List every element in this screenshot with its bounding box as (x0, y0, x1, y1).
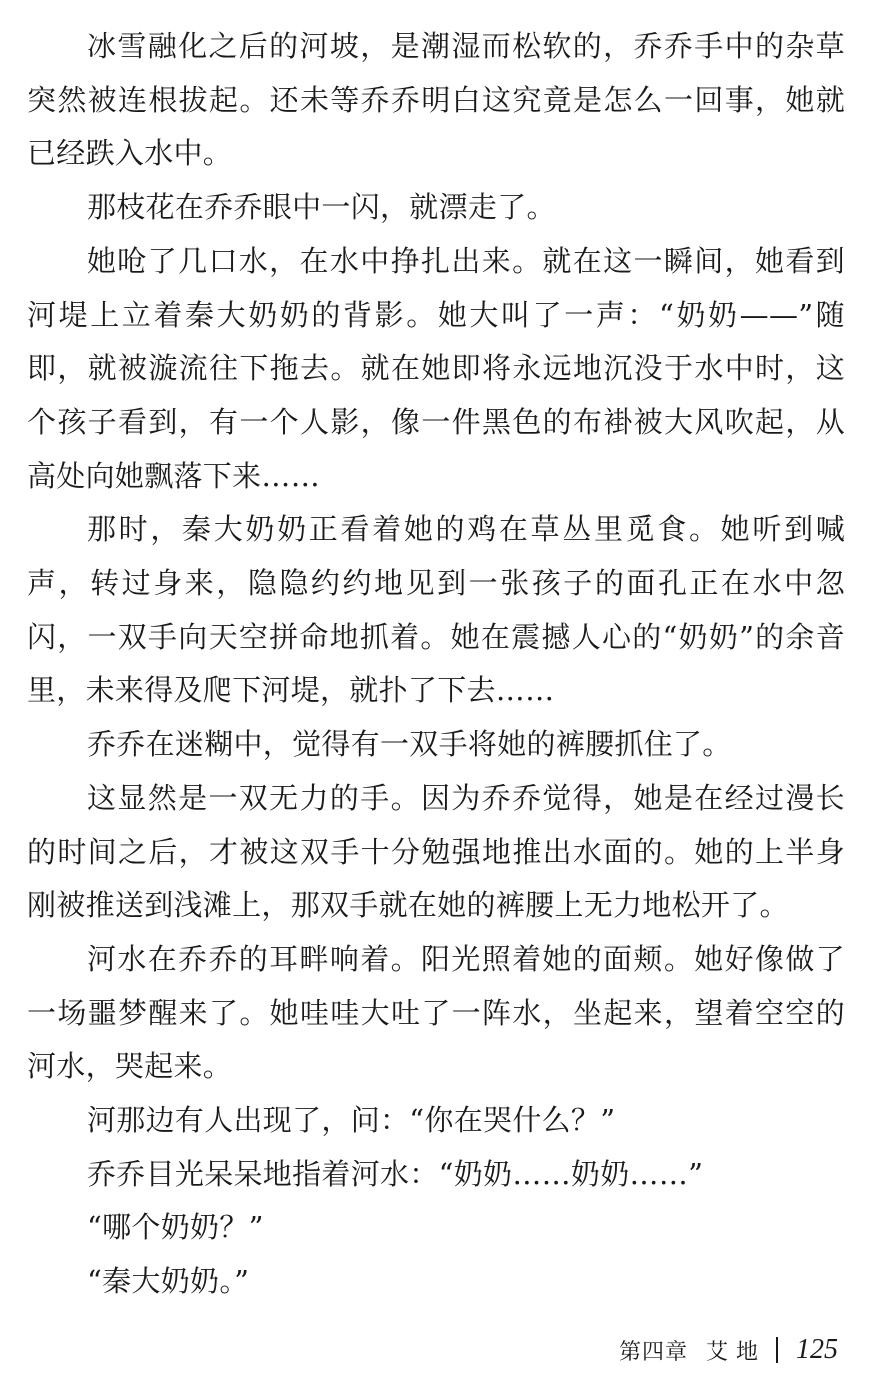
paragraph: 乔乔目光呆呆地指着河水：“奶奶……奶奶……” (87, 1156, 704, 1191)
chapter-label: 第四章 (618, 1339, 688, 1365)
footer-divider (776, 1337, 778, 1363)
paragraph: 河那边有人出现了，问：“你在哭什么？” (87, 1103, 616, 1138)
paragraph: 这显然是一双无力的手。因为乔乔觉得，她是在经过漫长的时间之后，才被这双手十分勉强地推出水面的。她的上半身刚被推送到浅滩上，那双手就在她的裤腰上无力地松开了。 (27, 780, 845, 923)
paragraph: 她呛了几口水，在水中挣扎出来。就在这一瞬间，她看到河堤上立着秦大奶奶的背影。她大叫了一声：“奶奶——”随即，就被漩流往下拖去。就在她即将永远地沉没于水中时，这个孩子看到，有一个人影，像一件黑色的布褂被大风吹起，从高处向她飘落下来…… (27, 243, 845, 493)
page-number: 125 (796, 1334, 838, 1365)
page-body (27, 20, 845, 1309)
paragraph: 河水在乔乔的耳畔响着。阳光照着她的面颊。她好像做了一场噩梦醒来了。她哇哇大吐了一阵水，坐起来，望着空空的河水，哭起来。 (27, 941, 845, 1084)
paragraph: “哪个奶奶？” (87, 1210, 264, 1245)
paragraph: “秦大奶奶。” (87, 1264, 250, 1299)
paragraph: 那枝花在乔乔眼中一闪，就漂走了。 (87, 190, 556, 225)
paragraph: 那时，秦大奶奶正看着她的鸡在草丛里觅食。她听到喊声，转过身来，隐隐约约地见到一张孩子的面孔正在水中忽闪，一双手向天空拼命地抓着。她在震撼人心的“奶奶”的余音里，未来得及爬下河堤，就扑了下去…… (27, 512, 845, 708)
paragraph: 乔乔在迷糊中，觉得有一双手将她的裤腰抓住了。 (87, 727, 732, 762)
paragraph: 冰雪融化之后的河坡，是潮湿而松软的，乔乔手中的杂草突然被连根拔起。还未等乔乔明白这究竟是怎么一回事，她就已经跌入水中。 (27, 29, 845, 171)
chapter-title: 艾地 (705, 1339, 766, 1365)
page-footer (619, 1330, 838, 1370)
